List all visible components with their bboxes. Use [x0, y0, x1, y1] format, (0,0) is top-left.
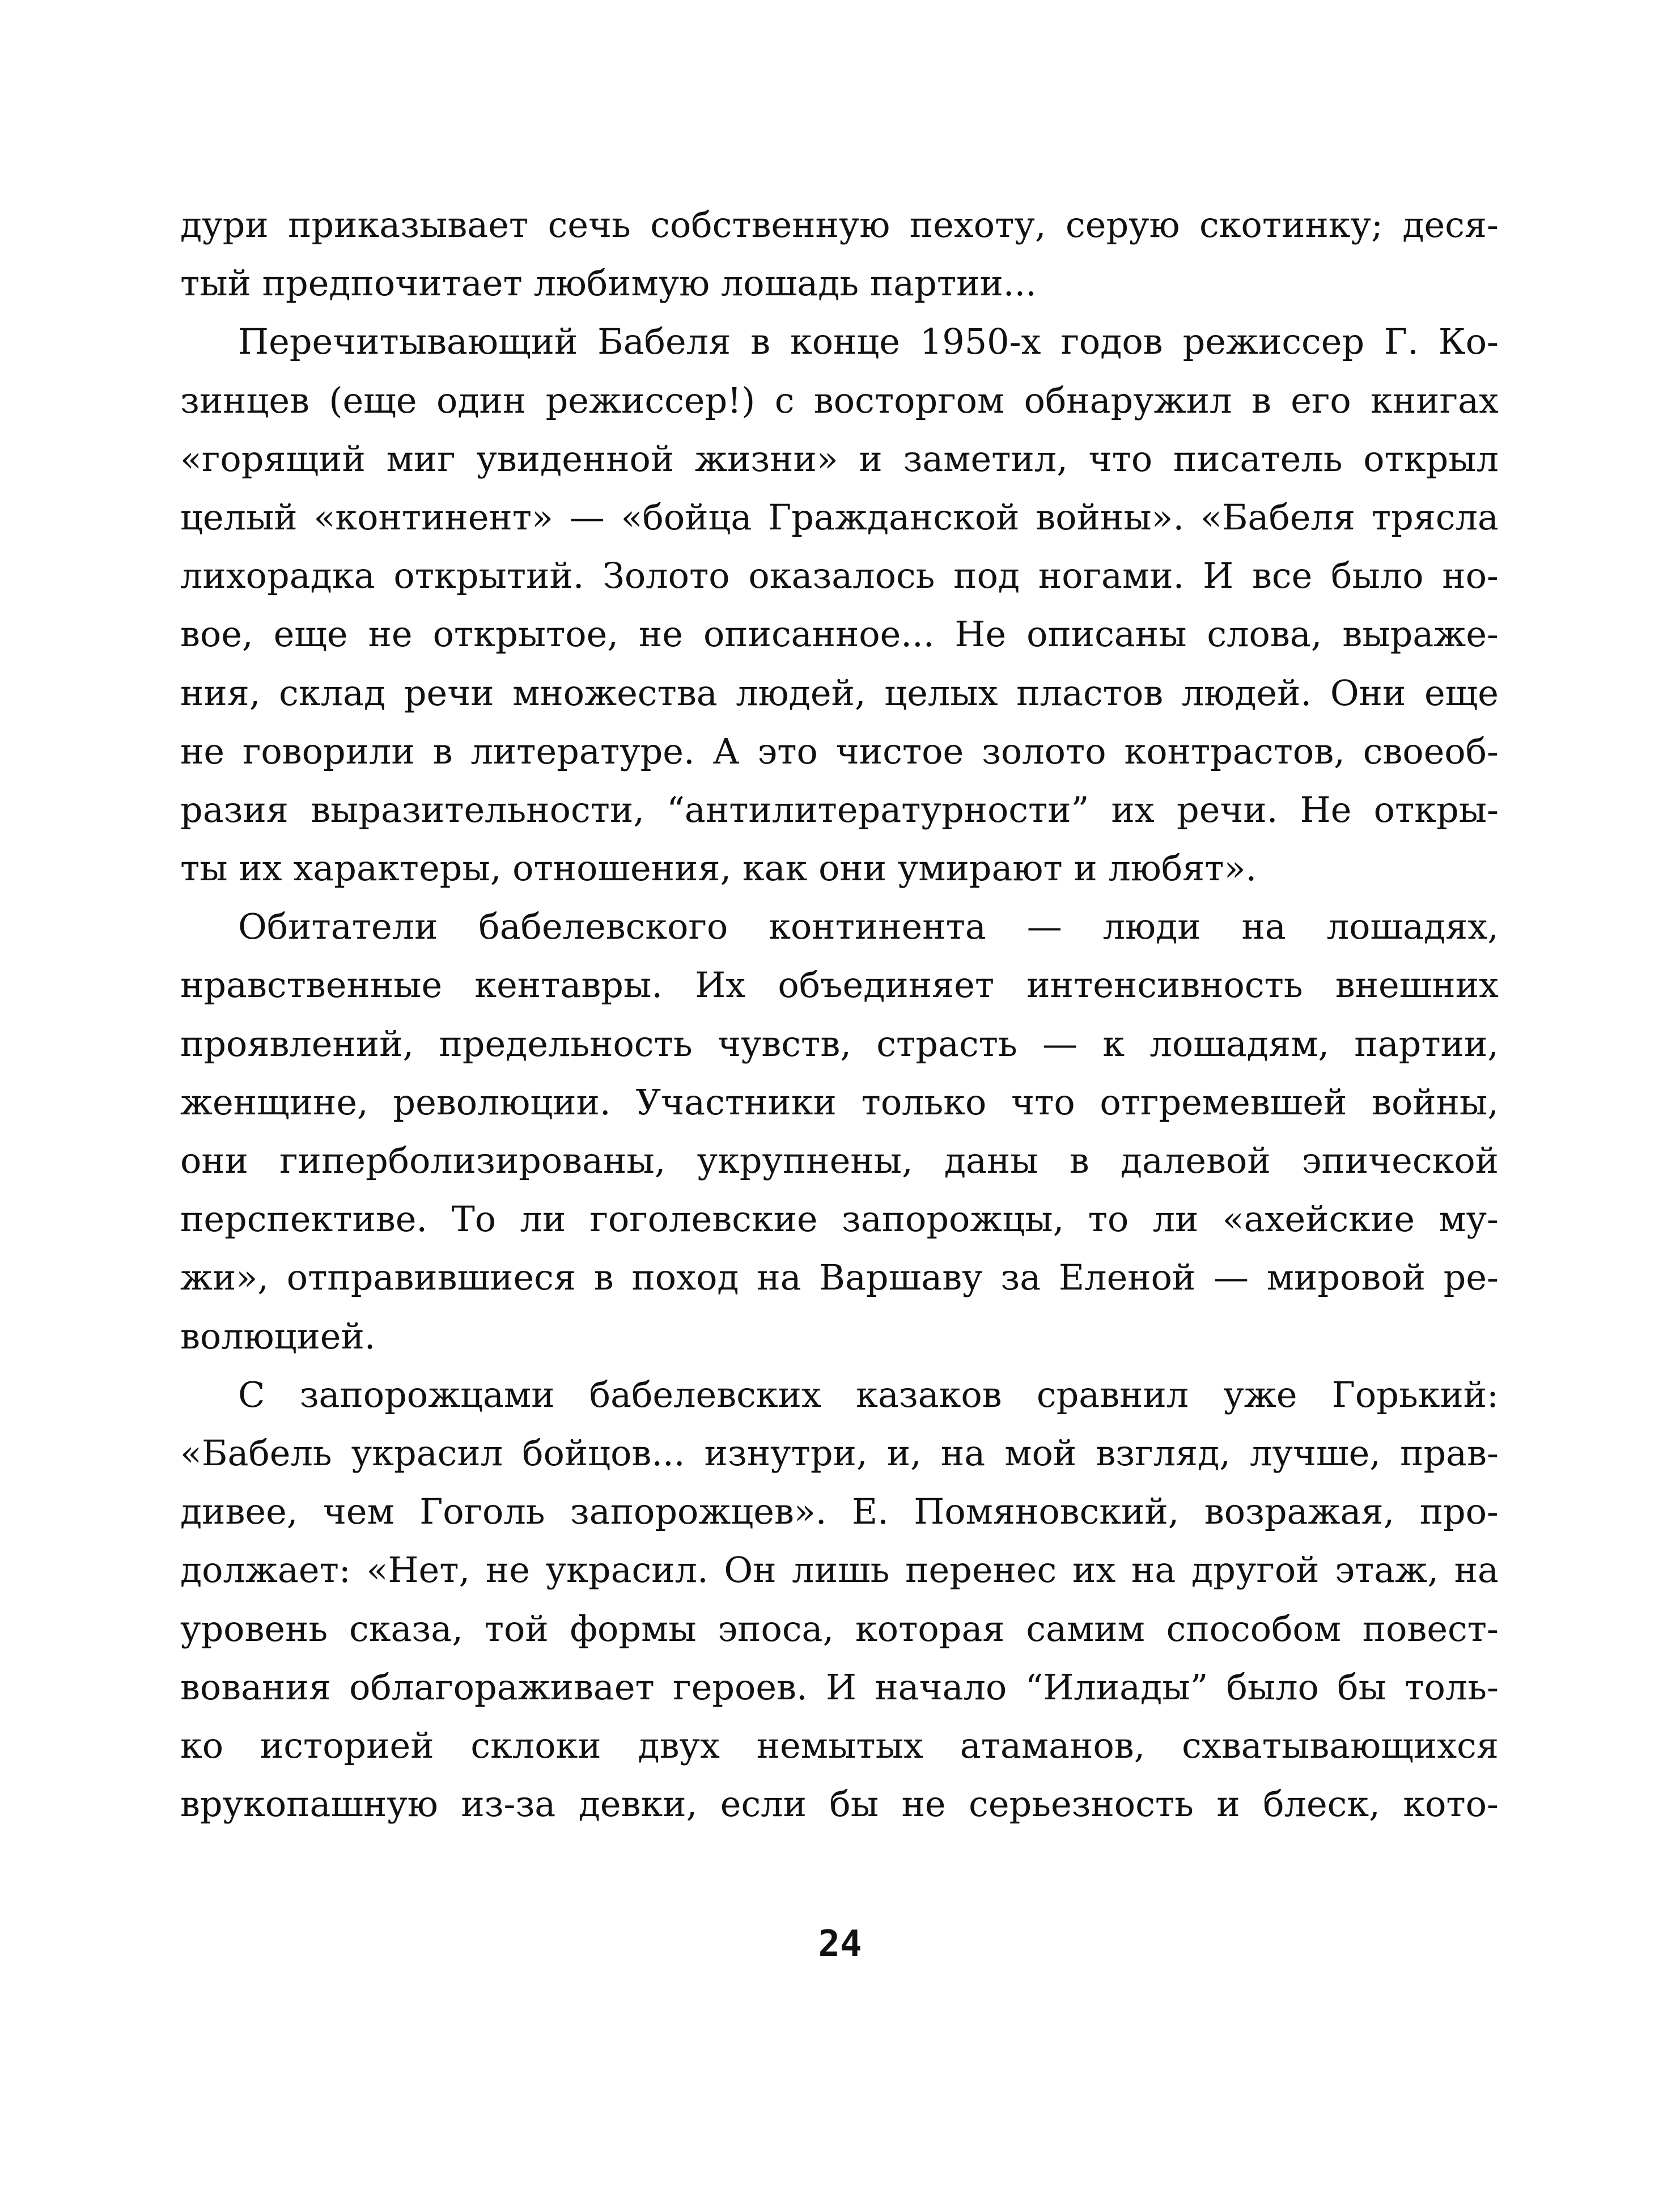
text-line: проявлений, предельность чувств, страсть — к лошадям, партии, [180, 1023, 1499, 1064]
text-line: вое, еще не открытое, не описанное... Не описаны слова, выраже- [180, 613, 1499, 655]
paragraph-first-line: С запорожцами бабелевских казаков сравнил уже Горький: [238, 1373, 1499, 1415]
text-line: дивее, чем Гоголь запорожцев». Е. Помяновский, возражая, про- [180, 1491, 1499, 1533]
text-line: они гиперболизированы, укрупнены, даны в далевой эпической [180, 1140, 1499, 1181]
text-line: целый «континент» — «бойца Гражданской войны». «Бабеля трясла [180, 496, 1499, 538]
text-line: ния, склад речи множества людей, целых пластов людей. Они еще [180, 672, 1499, 714]
text-line: зинцев (еще один режиссер!) с восторгом обнаружил в его книгах [180, 379, 1499, 421]
text-line: должает: «Нет, не украсил. Он лишь перенес их на другой этаж, на [180, 1549, 1499, 1591]
text-line: дури приказывает сечь собственную пехоту, серую скотинку; деся- [180, 204, 1499, 245]
text-line: уровень сказа, той формы эпоса, которая самим способом повест- [180, 1608, 1499, 1649]
text-line: волюцией. [180, 1315, 376, 1357]
text-line: ко историей склоки двух немытых атаманов, схватывающихся [180, 1724, 1499, 1766]
text-line: тый предпочитает любимую лошадь партии... [180, 262, 1037, 304]
text-line: разия выразительности, “антилитературности” их речи. Не откры- [180, 788, 1499, 830]
text-line: ты их характеры, отношения, как они умирают и любят». [180, 847, 1257, 889]
paragraph-first-line: Обитатели бабелевского континента — люди на лошадях, [238, 906, 1499, 948]
text-line: «горящий миг увиденной жизни» и заметил, что писатель открыл [180, 438, 1499, 480]
page-number: 24 [818, 1923, 862, 1965]
text-line: женщине, революции. Участники только что отгремевшей войны, [180, 1081, 1499, 1123]
text-line: врукопашную из-за девки, если бы не серьезность и блеск, кото- [180, 1783, 1499, 1825]
text-line: жи», отправившиеся в поход на Варшаву за Еленой — мировой ре- [180, 1257, 1499, 1299]
text-line: нравственные кентавры. Их объединяет интенсивность внешних [180, 964, 1499, 1006]
text-line: «Бабель украсил бойцов... изнутри, и, на мой взгляд, лучше, прав- [180, 1432, 1499, 1474]
text-line: вования облагораживает героев. И начало “Илиады” было бы толь- [180, 1666, 1499, 1708]
text-line: перспективе. То ли гоголевские запорожцы, то ли «ахейские му- [180, 1198, 1499, 1240]
text-line: лихорадка открытий. Золото оказалось под ногами. И все было но- [180, 555, 1499, 597]
body-text [180, 196, 1499, 1833]
paragraph-first-line: Перечитывающий Бабеля в конце 1950-х годов режиссер Г. Ко- [238, 321, 1499, 363]
text-line: не говорили в литературе. А это чистое золото контрастов, своеоб- [180, 730, 1499, 772]
